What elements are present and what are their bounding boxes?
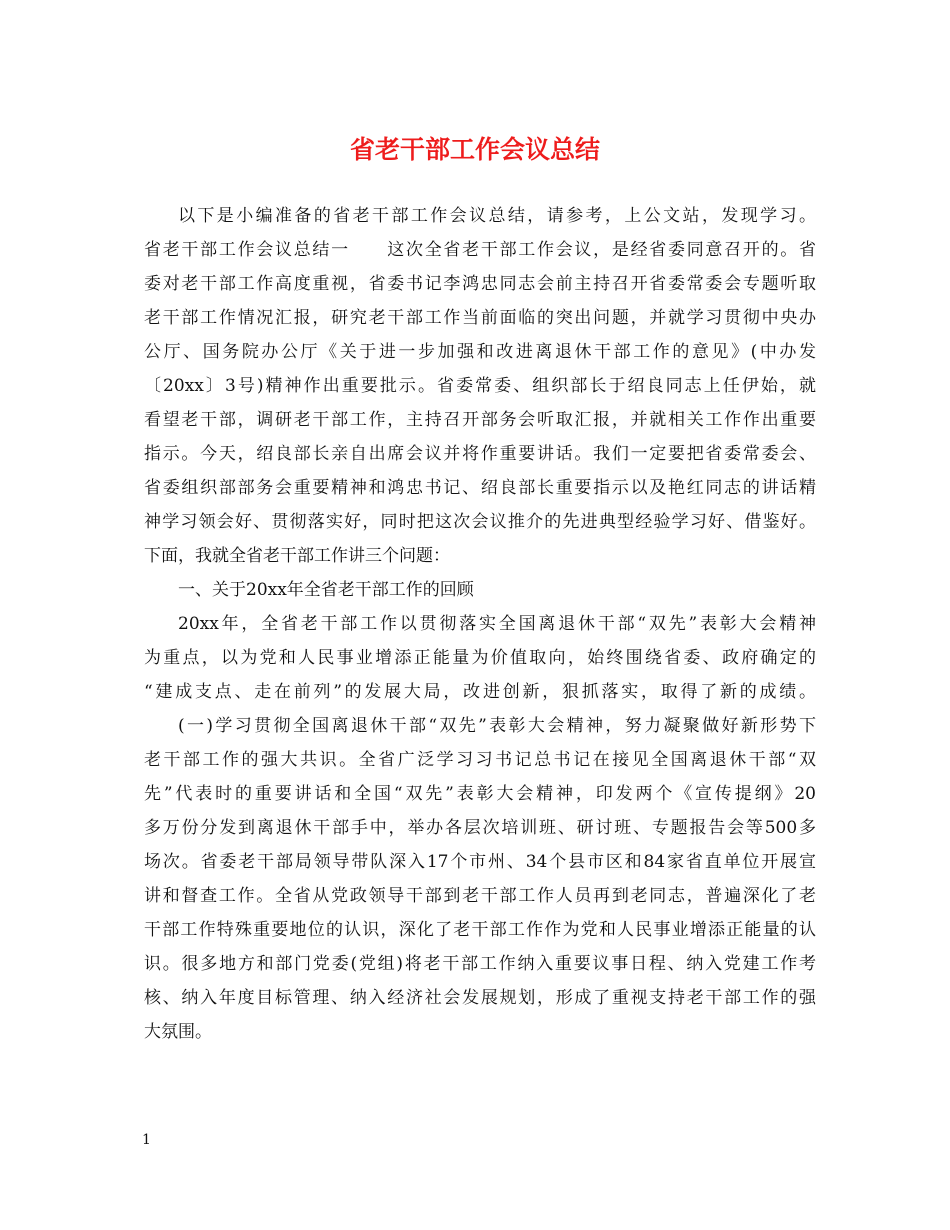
body-line: “建成支点、走在前列”的发展大局，改进创新，狠抓落实，取得了新的成绩。 <box>144 682 816 702</box>
body-line: 〔20xx〕3号)精神作出重要批示。省委常委、组织部长于绍良同志上任伊始，就 <box>144 376 816 396</box>
body-line: 识。很多地方和部门党委(党组)将老干部工作纳入重要议事日程、纳入党建工作考 <box>144 954 816 974</box>
body-line: 为重点，以为党和人民事业增添正能量为价值取向，始终围绕省委、政府确定的 <box>144 648 816 668</box>
body-line: 指示。今天，绍良部长亲自出席会议并将作重要讲话。我们一定要把省委常委会、 <box>144 444 816 464</box>
document-title: 省老干部工作会议总结 <box>349 135 600 164</box>
body-line: 20xx年，全省老干部工作以贯彻落实全国离退休干部“双先”表彰大会精神 <box>178 614 816 634</box>
body-line: 场次。省委老干部局领导带队深入17个市州、34个县市区和84家省直单位开展宣 <box>144 852 816 872</box>
body-line: 核、纳入年度目标管理、纳入经济社会发展规划，形成了重视支持老干部工作的强 <box>144 988 816 1008</box>
body-line: 看望老干部，调研老干部工作，主持召开部务会听取汇报，并就相关工作作出重要 <box>144 410 816 430</box>
document-body <box>144 199 816 1049</box>
body-line: 大氛围。 <box>144 1022 212 1042</box>
body-line: 干部工作特殊重要地位的认识，深化了老干部工作作为党和人民事业增添正能量的认 <box>144 920 816 940</box>
body-line: 多万份分发到离退休干部手中，举办各层次培训班、研讨班、专题报告会等500多 <box>144 818 816 838</box>
body-line: 神学习领会好、贯彻落实好，同时把这次会议推介的先进典型经验学习好、借鉴好。 <box>144 512 816 532</box>
section-heading: 一、关于20xx年全省老干部工作的回顾 <box>178 580 474 600</box>
body-line: 讲和督查工作。全省从党政领导干部到老干部工作人员再到老同志，普遍深化了老 <box>144 886 816 906</box>
body-line: 下面，我就全省老干部工作讲三个问题： <box>144 546 450 566</box>
body-line: 公厅、国务院办公厅《关于进一步加强和改进离退休干部工作的意见》(中办发 <box>144 342 816 362</box>
body-line: 老干部工作的强大共识。全省广泛学习习书记总书记在接见全国离退休干部“双 <box>144 750 816 770</box>
body-line: 省委组织部部务会重要精神和鸿忠书记、绍良部长重要指示以及艳红同志的讲话精 <box>144 478 816 498</box>
body-line: (一)学习贯彻全国离退休干部“双先”表彰大会精神，努力凝聚做好新形势下 <box>178 716 816 736</box>
body-line: 委对老干部工作高度重视，省委书记李鸿忠同志会前主持召开省委常委会专题听取 <box>144 274 816 294</box>
body-line: 老干部工作情况汇报，研究老干部工作当前面临的突出问题，并就学习贯彻中央办 <box>144 308 816 328</box>
body-line: 以下是小编准备的省老干部工作会议总结，请参考，上公文站，发现学习。 <box>178 206 816 226</box>
body-line: 省老干部工作会议总结一 这次全省老干部工作会议，是经省委同意召开的。省 <box>144 240 816 260</box>
body-line: 先”代表时的重要讲话和全国“双先”表彰大会精神，印发两个《宣传提纲》20 <box>144 784 816 804</box>
page-number: 1 <box>142 1132 151 1148</box>
